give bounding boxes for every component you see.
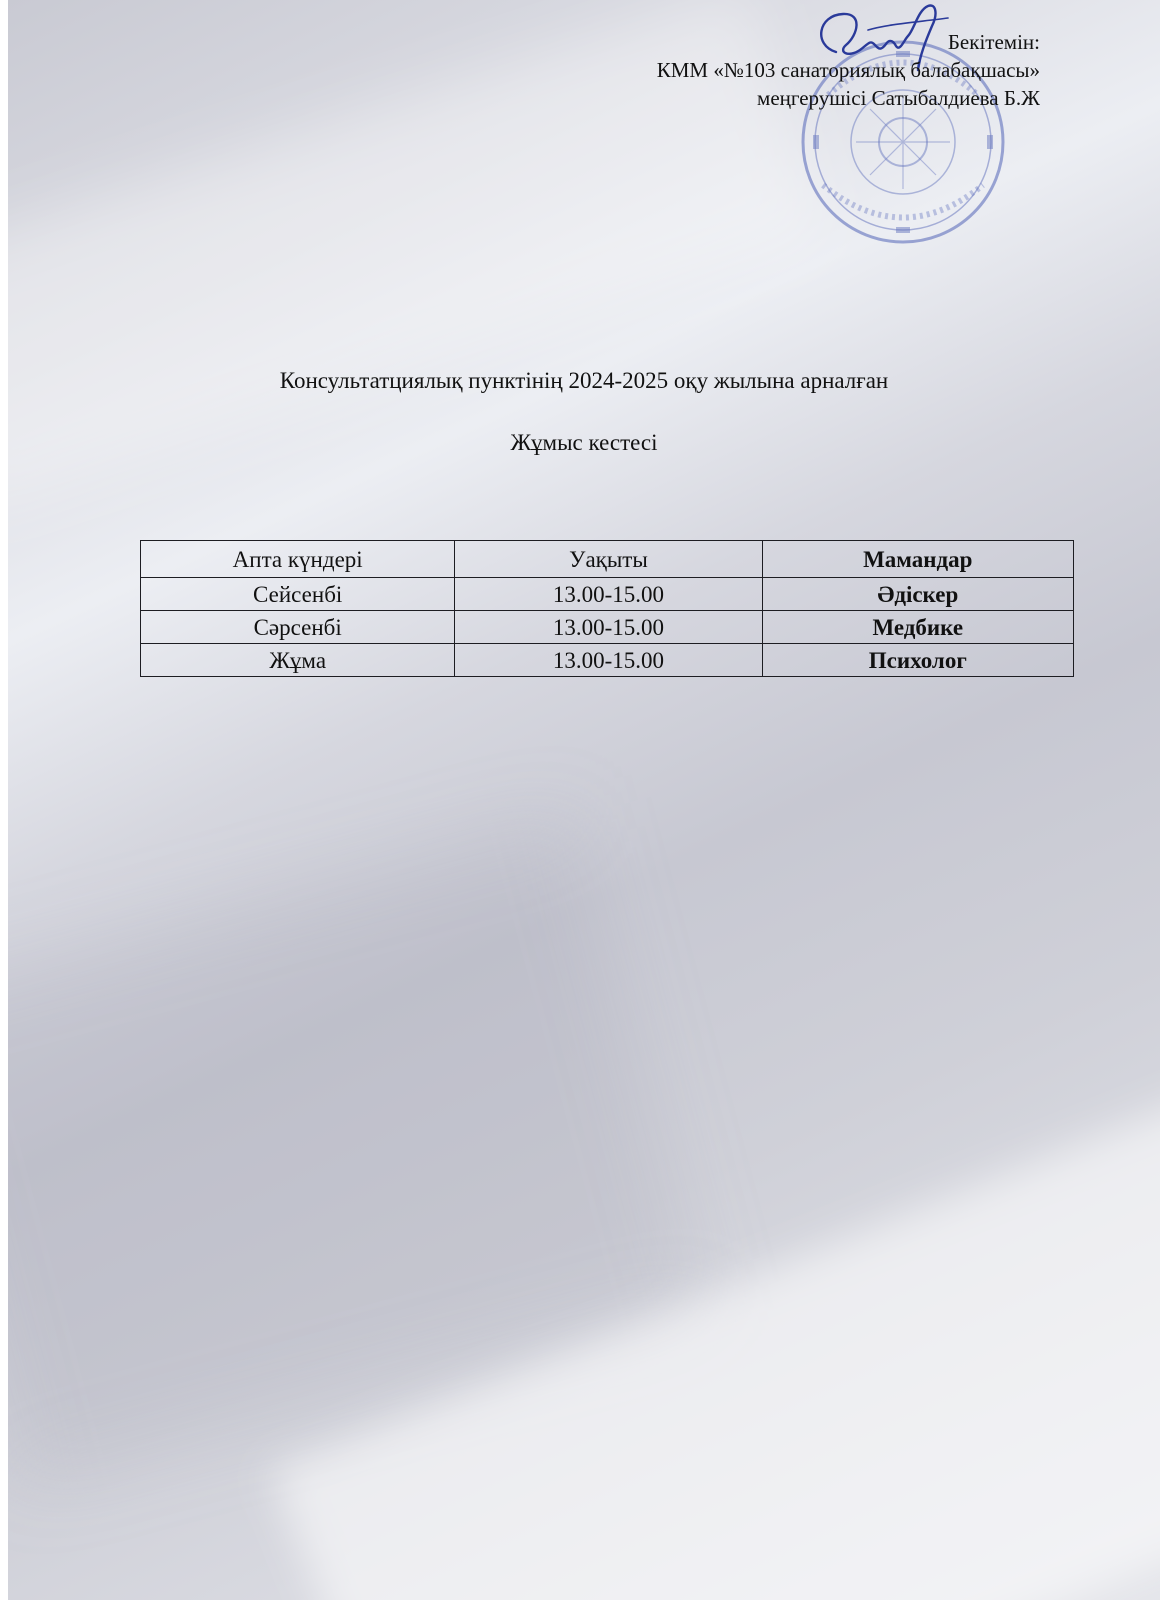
cell-time: 13.00-15.00 (455, 578, 762, 611)
cell-day: Сәрсенбі (141, 611, 455, 644)
document-subtitle: Жұмыс кестесі (510, 430, 658, 455)
table-row (141, 578, 1074, 611)
table-row (141, 644, 1074, 677)
approval-block (657, 28, 1040, 112)
approval-label: Бекітемін: (947, 30, 1040, 54)
glare-overlay (269, 1059, 1160, 1600)
cell-specialist: Әдіскер (762, 578, 1073, 611)
cell-specialist: Медбике (762, 611, 1073, 644)
header-time: Уақыты (455, 541, 762, 578)
cell-day: Жұма (141, 644, 455, 677)
header-weekdays: Апта күндері (141, 541, 455, 578)
header-specialists: Мамандар (762, 541, 1073, 578)
table-header-row (141, 541, 1074, 578)
cell-day: Сейсенбі (141, 578, 455, 611)
document-title: Консультатциялық пунктінің 2024-2025 оқу жылына арналған (279, 368, 889, 393)
cell-time: 13.00-15.00 (455, 611, 762, 644)
table-row (141, 611, 1074, 644)
cell-specialist: Психолог (762, 644, 1073, 677)
approval-head-name: меңгерушісі Сатыбалдиева Б.Ж (757, 86, 1040, 110)
document-page (8, 0, 1160, 1600)
shadow-overlay (8, 818, 701, 1482)
approval-organization: КММ «№103 санаториялық балабақшасы» (656, 58, 1040, 82)
schedule-table (140, 540, 1074, 677)
cell-time: 13.00-15.00 (455, 644, 762, 677)
